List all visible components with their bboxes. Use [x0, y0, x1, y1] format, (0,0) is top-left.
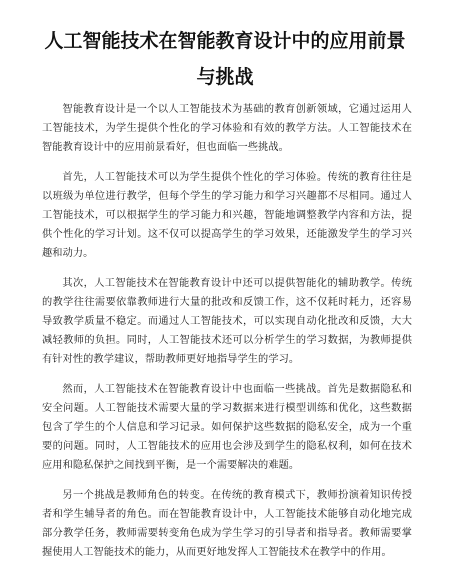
paragraph-personalized-learning: 首先，人工智能技术可以为学生提供个性化的学习体验。传统的教育往往是以班级为单位进行教学，但每个学生的学习能力和学习兴趣都不尽相同。通过人工智能技术，可以根据学生的学习能力和兴趣，智能地调整教学内容和方法，提供个性化的学习计划。这不仅可以提高学生的学习效果，还能激发学生的学习兴趣和动力。	[42, 172, 412, 259]
document-body	[42, 100, 412, 573]
document-title: 人工智能技术在智能教育设计中的应用前景	[44, 30, 406, 52]
paragraph-teacher-role-challenge: 另一个挑战是教师角色的转变。在传统的教育模式下，教师扮演着知识传授者和学生辅导者的角色。而在智能教育设计中，人工智能技术能够自动化地完成部分教学任务，教师需要转变角色成为学生学习的引导者和指导者。教师需要掌握使用人工智能技术的能力，从而更好地发挥人工智能技术在教学中的作用。	[42, 490, 412, 558]
paragraph-assisted-teaching: 其次，人工智能技术在智能教育设计中还可以提供智能化的辅助教学。传统的教学往往需要依靠教师进行大量的批改和反馈工作，这不仅耗时耗力，还容易导致教学质量不稳定。而通过人工智能技术，可以实现自动化批改和反馈，大大减轻教师的负担。同时，人工智能技术还可以分析学生的学习数据，为教师提供有针对性的教学建议，帮助教师更好地指导学生的学习。	[42, 278, 412, 365]
document-title-continued: 与挑战	[196, 66, 254, 88]
paragraph-intro: 智能教育设计是一个以人工智能技术为基础的教育创新领域，它通过运用人工智能技术，为学生提供个性化的学习体验和有效的教学方法。人工智能技术在智能教育设计中的应用前景看好，但也面临一些挑战。	[42, 104, 412, 153]
paragraph-privacy-challenge: 然而，人工智能技术在智能教育设计中也面临一些挑战。首先是数据隐私和安全问题。人工智能技术需要大量的学习数据来进行模型训练和优化，这些数据包含了学生的个人信息和学习记录。如何保护这些数据的隐私安全，成为一个重要的问题。同时，人工智能技术的应用也会涉及到学生的隐私权利，如何在技术应用和隐私保护之间找到平衡，是一个需要解决的难题。	[42, 384, 412, 471]
